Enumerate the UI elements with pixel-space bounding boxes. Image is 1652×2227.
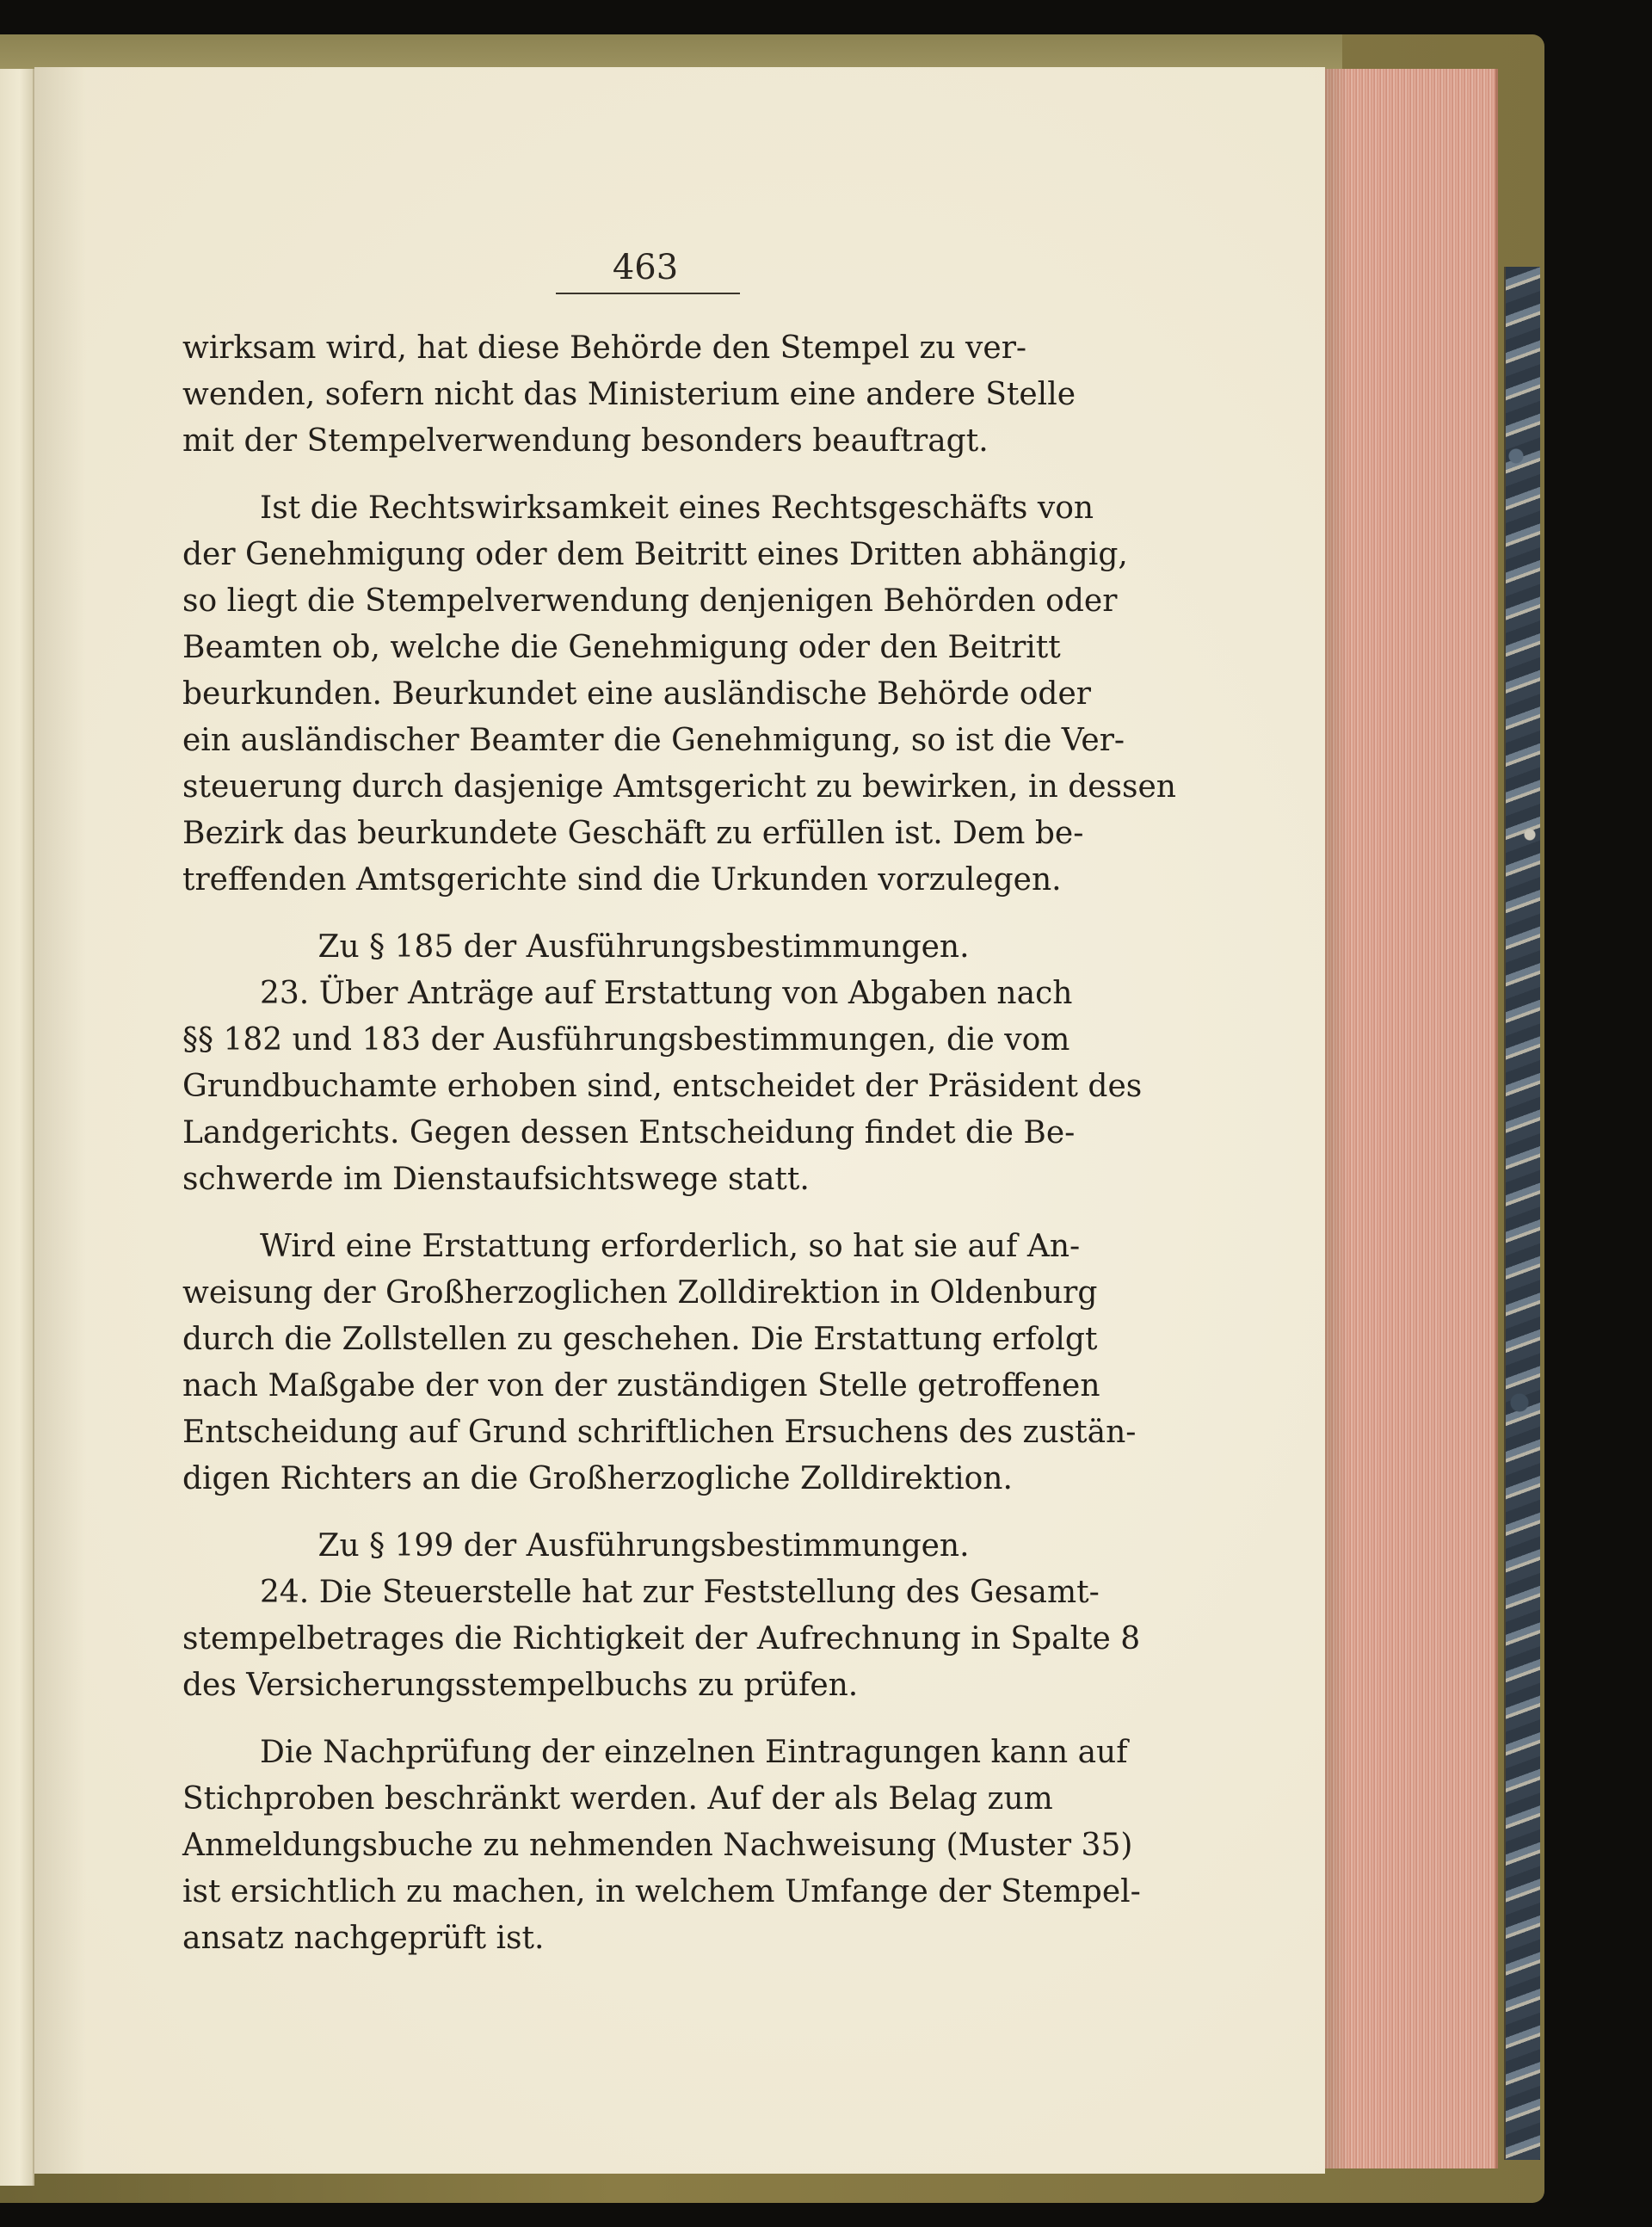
book-page [34,67,1325,2174]
paragraph [182,1224,1137,1502]
text-line: beurkunden. Beurkundet eine ausländische Behörde oder [182,676,1091,712]
text-line: schwerde im Dienstaufsichtswege statt. [182,1162,810,1197]
text-line: ein ausländischer Beamter die Genehmigung, so ist die Ver- [182,723,1125,758]
text-line: nach Maßgabe der von der zuständigen Stelle getroffenen [182,1368,1100,1403]
page-number: 463 [612,248,679,287]
text-line: §§ 182 und 183 der Ausführungsbestimmungen, die vom [182,1022,1070,1058]
text-line: so liegt die Stempelverwendung denjenigen Behörden oder [182,583,1118,619]
page-edges-shadow [1323,69,1349,2168]
section-heading [182,924,1105,971]
page-text [182,325,1176,1962]
heading-line: Zu § 185 der Ausführungsbestimmungen. [317,929,970,965]
text-line: ansatz nachgeprüft ist. [182,1921,545,1956]
text-line: wirksam wird, hat diese Behörde den Stempel zu ver- [182,330,1027,366]
paragraph [182,325,1105,465]
heading-line: Zu § 199 der Ausführungsbestimmungen. [317,1528,970,1564]
text-line: Bezirk das beurkundete Geschäft zu erfüllen ist. Dem be- [182,816,1084,851]
text-line: 23. Über Anträge auf Erstattung von Abgaben nach [260,976,1073,1011]
paragraph [182,1730,1141,1962]
text-line: durch die Zollstellen zu geschehen. Die Erstattung erfolgt [182,1322,1098,1357]
text-line: wenden, sofern nicht das Ministerium eine andere Stelle [182,377,1076,412]
text-line: weisung der Großherzoglichen Zolldirektion in Oldenburg [182,1275,1098,1311]
text-line: Stichproben beschränkt werden. Auf der als Belag zum [182,1781,1053,1817]
paragraph [182,485,1176,904]
text-line: Beamten ob, welche die Genehmigung oder den Beitritt [182,630,1061,665]
text-line: Die Nachprüfung der einzelnen Eintragungen kann auf [260,1735,1128,1770]
text-line: stempelbetrages die Richtigkeit der Aufrechnung in Spalte 8 [182,1621,1141,1656]
text-line: Grundbuchamte erhoben sind, entscheidet der Präsident des [182,1069,1143,1104]
text-line: Landgerichts. Gegen dessen Entscheidung findet die Be- [182,1115,1076,1151]
text-line: des Versicherungsstempelbuchs zu prüfen. [182,1668,859,1703]
text-line: Anmeldungsbuche zu nehmenden Nachweisung (Muster 35) [182,1828,1133,1863]
text-line: treffenden Amtsgerichte sind die Urkunden vorzulegen. [182,862,1062,898]
left-page-edge [0,69,34,2186]
text-line: steuerung durch dasjenige Amtsgericht zu bewirken, in dessen [182,769,1176,805]
page-edges [1323,69,1498,2168]
text-line: ist ersichtlich zu machen, in welchem Umfange der Stempel- [182,1874,1141,1909]
section-heading [182,1523,1105,1570]
text-line: Ist die Rechtswirksamkeit eines Rechtsgeschäfts von [260,490,1094,526]
book-cover-top [0,34,1342,69]
text-line: 24. Die Steuerstelle hat zur Feststellung des Gesamt- [260,1575,1100,1610]
text-line: mit der Stempelverwendung besonders beauftragt. [182,423,989,459]
page-number-rule [556,293,740,294]
text-line: der Genehmigung oder dem Beitritt eines Dritten abhängig, [182,537,1128,572]
paragraph [182,1570,1141,1709]
paragraph [182,971,1143,1203]
text-line: Wird eine Erstattung erforderlich, so hat sie auf An- [260,1229,1081,1264]
text-line: Entscheidung auf Grund schriftlichen Ersuchens des zustän- [182,1415,1137,1450]
marbled-endpaper [1504,267,1540,2160]
text-line: digen Richters an die Großherzogliche Zolldirektion. [182,1461,1013,1496]
